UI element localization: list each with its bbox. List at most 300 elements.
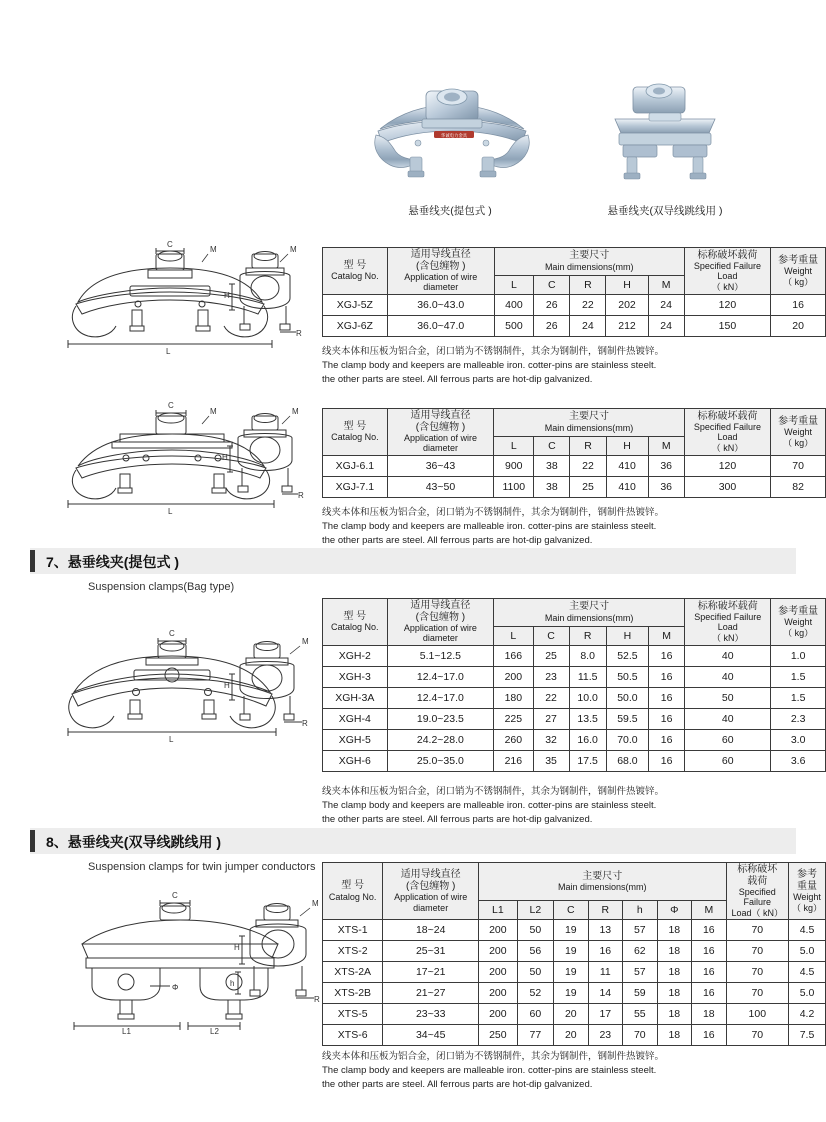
th-wire-cn2: (含包缠物 ) — [415, 611, 466, 623]
cell-catalog: XGH-3A — [323, 687, 388, 708]
cell-load: 60 — [685, 750, 771, 771]
product-photo-row — [330, 75, 770, 235]
cell-wire: 21~27 — [383, 983, 479, 1004]
th-load-en: Specified Failure Load — [693, 261, 761, 282]
cell-phi: 18 — [657, 941, 692, 962]
svg-text:H: H — [222, 453, 228, 462]
cell-L1: 200 — [479, 983, 518, 1004]
svg-text:华诚电力金具: 华诚电力金具 — [440, 133, 468, 138]
cell-R: 13.5 — [569, 708, 606, 729]
cell-C: 38 — [534, 455, 570, 476]
note-en-1: The clamp body and keepers are malleable iron. cotter-pins are stainless steelt. — [322, 520, 657, 532]
cell-phi: 18 — [657, 962, 692, 983]
drawing-xgj-z-side — [218, 240, 318, 355]
note-en-2: the other parts are steel. All ferrous parts are hot-dip galvanized. — [322, 1078, 593, 1090]
th-wire-cn: 适用导线直径 — [400, 869, 461, 881]
cell-catalog: XGH-6 — [323, 750, 388, 771]
table-row — [323, 920, 826, 941]
th-wire-cn2: (含包缠物 ) — [405, 880, 456, 892]
cell-weight: 7.5 — [789, 1025, 826, 1046]
th-weight-unit: （ kg） — [783, 627, 814, 638]
cell-h: 59 — [623, 983, 658, 1004]
note-block-2 — [322, 506, 792, 547]
cell-M: 16 — [649, 750, 685, 771]
th-dim-M: M — [648, 436, 684, 455]
cell-C: 25 — [533, 645, 569, 666]
table-row — [323, 1025, 826, 1046]
cell-weight: 4.5 — [789, 920, 826, 941]
cell-catalog: XTS-2 — [323, 941, 383, 962]
svg-text:L1: L1 — [122, 1027, 131, 1035]
cell-wire: 12.4~17.0 — [387, 687, 494, 708]
th-load-cn: 标称破坏载荷 — [697, 249, 758, 261]
th-dims-cn: 主要尺寸 — [568, 411, 609, 423]
cell-C: 26 — [534, 315, 570, 336]
cell-M: 36 — [648, 476, 684, 497]
cell-R: 14 — [588, 983, 623, 1004]
cell-R: 16.0 — [569, 729, 606, 750]
cell-C: 19 — [554, 941, 589, 962]
cell-catalog: XGJ-6.1 — [323, 455, 388, 476]
svg-text:M: M — [292, 407, 299, 416]
cell-C: 32 — [533, 729, 569, 750]
cell-L1: 200 — [479, 1004, 518, 1025]
svg-text:L: L — [168, 507, 173, 515]
th-weight-unit: （ kg） — [791, 902, 822, 913]
cell-weight: 20 — [771, 315, 826, 336]
svg-text:L2: L2 — [210, 1027, 219, 1035]
cell-h: 70 — [623, 1025, 658, 1046]
th-dim-R: R — [570, 275, 606, 294]
cell-wire: 25.0~35.0 — [387, 750, 494, 771]
th-weight-unit: （ kg） — [783, 276, 814, 287]
th-dim-M: M — [649, 626, 685, 645]
cell-wire: 36.0~47.0 — [387, 315, 494, 336]
th-load-cn: 标称破坏载荷 — [697, 410, 758, 422]
th-catalog-en: Catalog No. — [328, 891, 377, 902]
cell-H: 50.0 — [606, 687, 648, 708]
cell-M: 16 — [649, 687, 685, 708]
svg-text:R: R — [302, 719, 308, 728]
note-en-2: the other parts are steel. All ferrous parts are hot-dip galvanized. — [322, 373, 593, 385]
cell-R: 22 — [570, 455, 606, 476]
cell-catalog: XTS-2A — [323, 962, 383, 983]
th-weight-en: Weight — [793, 892, 821, 903]
cell-C: 23 — [533, 666, 569, 687]
th-dims-en: Main dimensions(mm) — [544, 261, 634, 272]
table-row — [323, 962, 826, 983]
cell-catalog: XGJ-5Z — [323, 294, 388, 315]
cell-load: 70 — [726, 920, 788, 941]
svg-text:L: L — [169, 735, 174, 743]
cell-phi: 18 — [657, 920, 692, 941]
cell-wire: 24.2~28.0 — [387, 729, 494, 750]
cell-M: 18 — [692, 1004, 727, 1025]
th-catalog-cn: 型 号 — [341, 880, 365, 892]
cell-weight: 1.5 — [771, 687, 826, 708]
bag-type-clamp-image — [362, 81, 542, 186]
note-en-2: the other parts are steel. All ferrous parts are hot-dip galvanized. — [322, 534, 593, 546]
cell-load: 100 — [726, 1004, 788, 1025]
twin-jumper-clamp-image — [605, 79, 725, 189]
cell-load: 60 — [685, 729, 771, 750]
section-7-header — [30, 548, 796, 574]
cell-weight: 4.2 — [789, 1004, 826, 1025]
section-8-title: 8、悬垂线夹(双导线跳线用 ) — [46, 834, 221, 850]
th-weight-en: Weight — [784, 427, 812, 438]
cell-R: 25 — [570, 476, 606, 497]
cell-wire: 17~21 — [383, 962, 479, 983]
th-catalog-cn: 型 号 — [343, 610, 367, 622]
cell-R: 23 — [588, 1025, 623, 1046]
th-dim-L: L — [494, 275, 534, 294]
cell-M: 16 — [649, 666, 685, 687]
th-load-en: Specified Failure — [738, 887, 776, 908]
cell-h: 55 — [623, 1004, 658, 1025]
cell-L: 1100 — [494, 476, 534, 497]
th-dim-C: C — [554, 901, 589, 920]
svg-text:R: R — [314, 995, 320, 1004]
svg-text:M: M — [290, 245, 297, 254]
cell-C: 20 — [554, 1025, 589, 1046]
note-en-2: the other parts are steel. All ferrous parts are hot-dip galvanized. — [322, 813, 593, 825]
th-dim-H: H — [606, 275, 648, 294]
note-zh: 线夹本体和压板为铝合金，闭口销为不锈钢制件，其余为钢制件，钢制件热镀锌。 — [322, 346, 665, 357]
cell-h: 57 — [623, 920, 658, 941]
cell-R: 11 — [588, 962, 623, 983]
cell-L: 166 — [494, 645, 533, 666]
th-load-unit: （ kN） — [711, 281, 744, 292]
cell-wire: 36~43 — [387, 455, 493, 476]
cell-M: 16 — [692, 962, 727, 983]
th-weight-cn: 参考重量 — [778, 415, 819, 427]
spec-table-2 — [322, 408, 826, 498]
cell-L2: 77 — [517, 1025, 553, 1046]
cell-L1: 200 — [479, 941, 518, 962]
cell-R: 11.5 — [569, 666, 606, 687]
svg-text:C: C — [168, 401, 174, 410]
spec-table-3 — [322, 598, 826, 772]
cell-load: 70 — [726, 1025, 788, 1046]
th-catalog-cn: 型 号 — [343, 420, 367, 432]
th-dims-cn: 主要尺寸 — [569, 601, 610, 613]
cell-C: 19 — [554, 962, 589, 983]
cell-M: 16 — [649, 645, 685, 666]
table-row — [323, 294, 826, 315]
cell-weight: 2.3 — [771, 708, 826, 729]
cell-R: 24 — [570, 315, 606, 336]
cell-C: 38 — [534, 476, 570, 497]
svg-text:R: R — [296, 329, 302, 338]
svg-text:C: C — [169, 629, 175, 638]
cell-C: 19 — [554, 920, 589, 941]
th-dims-en: Main dimensions(mm) — [544, 612, 634, 623]
cell-weight: 16 — [771, 294, 826, 315]
cell-L2: 50 — [517, 920, 553, 941]
svg-text:C: C — [172, 891, 178, 900]
note-block-3 — [322, 785, 792, 826]
cell-H: 50.5 — [606, 666, 648, 687]
cell-H: 59.5 — [606, 708, 648, 729]
section-8-subtitle: Suspension clamps for twin jumper conductors — [88, 861, 316, 873]
cell-C: 35 — [533, 750, 569, 771]
cell-wire: 23~33 — [383, 1004, 479, 1025]
note-block-4 — [322, 1050, 792, 1091]
th-weight-cn: 参考重量 — [778, 605, 819, 617]
drawing-xgj-61-side — [218, 400, 318, 515]
table-row — [323, 645, 826, 666]
cell-weight: 1.0 — [771, 645, 826, 666]
cell-weight: 82 — [771, 476, 826, 497]
th-wire-cn2: (含包缠物 ) — [416, 260, 466, 272]
th-dim-L2: L2 — [517, 901, 553, 920]
th-dim-R: R — [570, 436, 606, 455]
th-weight-cn: 参考重量 — [778, 254, 819, 266]
cell-weight: 5.0 — [789, 941, 826, 962]
th-wire-cn2: (含包缠物 ) — [415, 421, 466, 433]
cell-load: 40 — [685, 708, 771, 729]
cell-M: 16 — [692, 983, 727, 1004]
cell-L1: 250 — [479, 1025, 518, 1046]
cell-wire: 5.1~12.5 — [387, 645, 494, 666]
th-load-en: Specified Failure Load — [693, 422, 761, 443]
photo-bag-type-clamp — [340, 75, 560, 217]
cell-h: 57 — [623, 962, 658, 983]
cell-C: 27 — [533, 708, 569, 729]
cell-M: 16 — [692, 941, 727, 962]
th-dim-L: L — [494, 436, 534, 455]
cell-L: 225 — [494, 708, 533, 729]
th-load-cn: 标称破坏载荷 — [697, 600, 758, 612]
cell-catalog: XTS-2B — [323, 983, 383, 1004]
cell-L1: 200 — [479, 962, 518, 983]
note-zh: 线夹本体和压板为铝合金，闭口销为不锈钢制件，其余为钢制件，钢制件热镀锌。 — [322, 786, 665, 797]
th-dim-R: R — [588, 901, 623, 920]
cell-wire: 18~24 — [383, 920, 479, 941]
cell-catalog: XGJ-6Z — [323, 315, 388, 336]
cell-catalog: XTS-1 — [323, 920, 383, 941]
th-wire-en: Application of wire diameter — [403, 623, 477, 644]
th-catalog-en: Catalog No. — [331, 432, 379, 443]
th-dims-cn: 主要尺寸 — [569, 250, 610, 262]
cell-wire: 43~50 — [387, 476, 493, 497]
cell-wire: 36.0~43.0 — [387, 294, 494, 315]
th-dim-C: C — [534, 275, 570, 294]
svg-text:H: H — [224, 291, 230, 300]
table-row — [323, 750, 826, 771]
note-en-1: The clamp body and keepers are malleable iron. cotter-pins are stainless steelt. — [322, 359, 657, 371]
section-7-subtitle: Suspension clamps(Bag type) — [88, 581, 235, 593]
cell-load: 70 — [726, 983, 788, 1004]
cell-weight: 3.6 — [771, 750, 826, 771]
cell-L: 180 — [494, 687, 533, 708]
svg-text:M: M — [312, 899, 319, 908]
cell-L2: 60 — [517, 1004, 553, 1025]
svg-text:h: h — [230, 979, 235, 988]
cell-weight: 3.0 — [771, 729, 826, 750]
th-wire-en: Application of wire diameter — [404, 272, 478, 293]
cell-load: 50 — [685, 687, 771, 708]
cell-phi: 18 — [657, 1004, 692, 1025]
th-wire-cn: 适用导线直径 — [410, 249, 471, 260]
th-load-unit: Load（ kN） — [731, 907, 784, 918]
table-row — [323, 687, 826, 708]
photo-twin-jumper-clamp — [570, 75, 760, 217]
th-dim-L: L — [494, 626, 533, 645]
cell-R: 10.0 — [569, 687, 606, 708]
cell-H: 52.5 — [606, 645, 648, 666]
cell-catalog: XGH-2 — [323, 645, 388, 666]
cell-M: 36 — [648, 455, 684, 476]
th-wire-en: Application of wire diameter — [394, 892, 468, 913]
cell-load: 120 — [684, 455, 770, 476]
svg-text:M: M — [210, 245, 217, 254]
section-8-header — [30, 828, 796, 854]
th-load-unit: （ kN） — [711, 632, 744, 643]
th-dim-M: M — [648, 275, 684, 294]
cell-catalog: XGH-5 — [323, 729, 388, 750]
cell-L2: 56 — [517, 941, 553, 962]
th-load-en: Specified Failure Load — [694, 612, 762, 633]
table-row — [323, 666, 826, 687]
photo-caption: 悬垂线夹(双导线跳线用 ) — [607, 205, 723, 217]
table-row — [323, 476, 826, 497]
svg-text:C: C — [167, 240, 173, 249]
th-load-cn1: 标称破坏 — [737, 864, 778, 875]
svg-text:L: L — [166, 347, 171, 355]
cell-M: 16 — [692, 1025, 727, 1046]
cell-L: 216 — [494, 750, 533, 771]
cell-weight: 1.5 — [771, 666, 826, 687]
th-load-cn2: 载荷 — [747, 875, 768, 887]
th-load-unit: （ kN） — [711, 442, 744, 453]
th-dims-cn: 主要尺寸 — [582, 870, 623, 882]
cell-phi: 18 — [657, 983, 692, 1004]
table-row — [323, 455, 826, 476]
section-accent-bar — [30, 830, 35, 852]
th-weight-cn2: 重量 — [797, 880, 817, 892]
th-weight-unit: （ kg） — [783, 437, 814, 448]
th-dim-C: C — [534, 436, 570, 455]
th-dim-M: M — [692, 901, 727, 920]
table-row — [323, 941, 826, 962]
table-row — [323, 708, 826, 729]
spec-table-4-wrap — [322, 862, 826, 1046]
cell-catalog: XGH-4 — [323, 708, 388, 729]
cell-H: 68.0 — [606, 750, 648, 771]
th-dim-H: H — [606, 626, 648, 645]
cell-load: 120 — [684, 294, 770, 315]
cell-L: 900 — [494, 455, 534, 476]
drawing-xgh-side — [222, 628, 322, 743]
cell-M: 16 — [649, 708, 685, 729]
cell-L: 260 — [494, 729, 533, 750]
cell-wire: 12.4~17.0 — [387, 666, 494, 687]
th-dim-h: h — [623, 901, 658, 920]
th-dim-R: R — [569, 626, 606, 645]
cell-C: 26 — [534, 294, 570, 315]
th-dims-en: Main dimensions(mm) — [558, 882, 647, 893]
cell-L2: 52 — [517, 983, 553, 1004]
cell-H: 202 — [606, 294, 648, 315]
cell-L: 200 — [494, 666, 533, 687]
cell-catalog: XTS-6 — [323, 1025, 383, 1046]
table-row — [323, 315, 826, 336]
cell-H: 212 — [606, 315, 648, 336]
th-wire-cn: 适用导线直径 — [410, 600, 471, 611]
note-zh: 线夹本体和压板为铝合金，闭口销为不锈钢制件，其余为钢制件，钢制件热镀锌。 — [322, 1051, 665, 1062]
spec-table-1-wrap — [322, 247, 826, 337]
cell-C: 22 — [533, 687, 569, 708]
cell-M: 16 — [692, 920, 727, 941]
note-block-1 — [322, 345, 792, 386]
cell-catalog: XTS-5 — [323, 1004, 383, 1025]
cell-L: 400 — [494, 294, 534, 315]
cell-C: 19 — [554, 983, 589, 1004]
table-row — [323, 729, 826, 750]
spec-table-2-wrap — [322, 408, 826, 498]
cell-weight: 70 — [771, 455, 826, 476]
cell-load: 70 — [726, 941, 788, 962]
cell-catalog: XGH-3 — [323, 666, 388, 687]
th-weight-en: Weight — [784, 617, 813, 628]
cell-R: 17 — [588, 1004, 623, 1025]
cell-C: 20 — [554, 1004, 589, 1025]
cell-M: 24 — [648, 315, 684, 336]
spec-table-4 — [322, 862, 826, 1046]
cell-R: 13 — [588, 920, 623, 941]
th-weight-cn1: 参考 — [797, 869, 817, 881]
cell-catalog: XGJ-7.1 — [323, 476, 388, 497]
cell-wire: 19.0~23.5 — [387, 708, 494, 729]
svg-text:Φ: Φ — [172, 983, 179, 992]
th-catalog-cn: 型 号 — [343, 259, 367, 271]
cell-load: 70 — [726, 962, 788, 983]
cell-weight: 5.0 — [789, 983, 826, 1004]
th-catalog-en: Catalog No. — [331, 271, 379, 282]
cell-R: 17.5 — [569, 750, 606, 771]
cell-wire: 25~31 — [383, 941, 479, 962]
spec-table-3-wrap — [322, 598, 826, 772]
svg-text:M: M — [302, 637, 309, 646]
cell-load: 40 — [685, 666, 771, 687]
th-wire-cn: 适用导线直径 — [410, 410, 471, 421]
cell-M: 24 — [648, 294, 684, 315]
table-row — [323, 1004, 826, 1025]
svg-text:H: H — [234, 943, 240, 952]
section-7-title: 7、悬垂线夹(提包式 ) — [46, 554, 179, 570]
svg-text:M: M — [210, 407, 217, 416]
photo-caption: 悬垂线夹(提包式 ) — [408, 205, 492, 217]
cell-wire: 34~45 — [383, 1025, 479, 1046]
cell-load: 40 — [685, 645, 771, 666]
cell-L2: 50 — [517, 962, 553, 983]
cell-h: 62 — [623, 941, 658, 962]
svg-text:R: R — [298, 491, 304, 500]
cell-load: 150 — [684, 315, 770, 336]
table-row — [323, 983, 826, 1004]
cell-R: 16 — [588, 941, 623, 962]
note-zh: 线夹本体和压板为铝合金，闭口销为不锈钢制件，其余为钢制件，钢制件热镀锌。 — [322, 507, 665, 518]
cell-load: 300 — [684, 476, 770, 497]
cell-L: 500 — [494, 315, 534, 336]
cell-H: 410 — [606, 476, 648, 497]
th-dims-en: Main dimensions(mm) — [544, 422, 634, 433]
th-dim-H: H — [606, 436, 648, 455]
cell-M: 16 — [649, 729, 685, 750]
cell-weight: 4.5 — [789, 962, 826, 983]
th-dim-phi: Φ — [657, 901, 692, 920]
